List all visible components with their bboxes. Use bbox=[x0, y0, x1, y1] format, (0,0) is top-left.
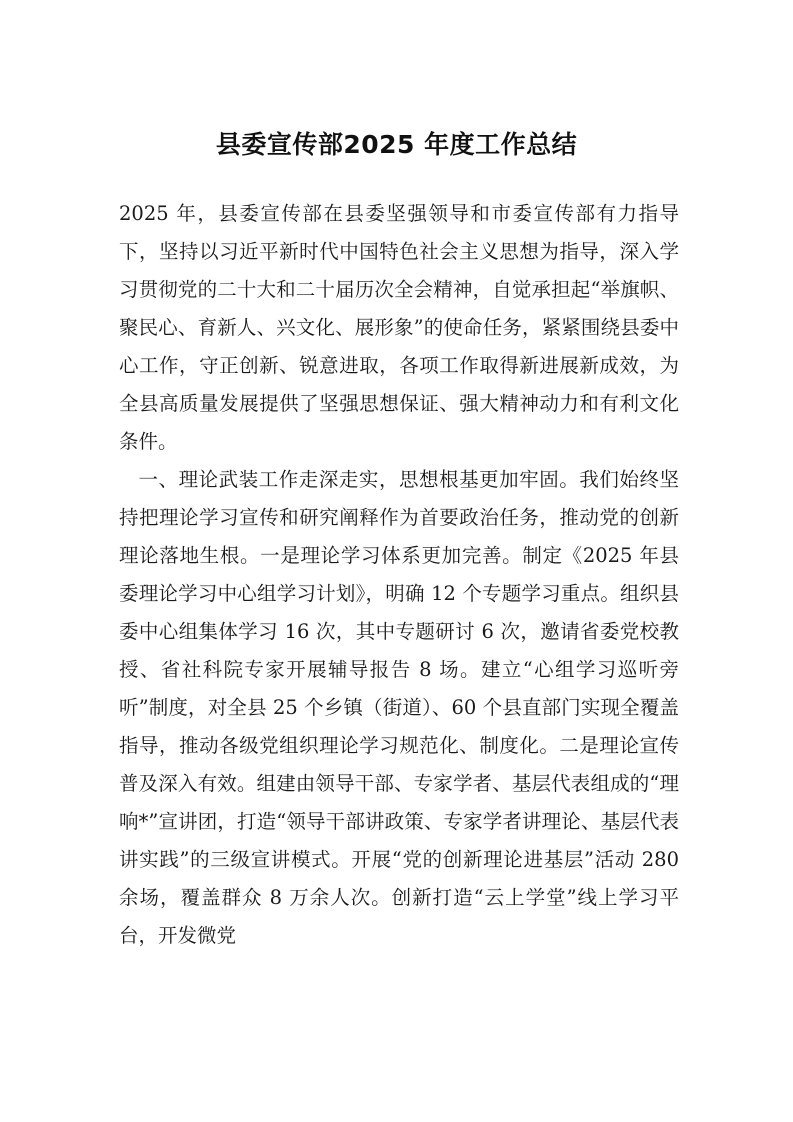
document-title: 县委宣传部2025 年度工作总结 bbox=[215, 130, 578, 159]
intro-paragraph: 2025 年，县委宣传部在县委坚强领导和市委宣传部有力指导下，坚持以习近平新时代中国特色社会主义思想为指导，深入学习贯彻党的二十大和二十届历次全会精神，自觉承担起“举旗帜、聚民心、育新人、兴文化、展形象”的使命任务，紧紧围绕县委中心工作，守正创新、锐意进取，各项工作取得新进展新成效，为全县高质量发展提供了坚强思想保证、强大精神动力和有利文化条件。 bbox=[119, 202, 679, 453]
document-body bbox=[119, 195, 679, 955]
section-one-paragraph: 一、理论武装工作走深走实，思想根基更加牢固。我们始终坚持把理论学习宣传和研究阐释作为首要政治任务，推动党的创新理论落地生根。一是理论学习体系更加完善。制定《2025 年县委理论学习中心组学习计划》，明确 12 个专题学习重点。组织县委中心组集体学习 16 次，其中专题研讨 6 次，邀请省委党校教授、省社科院专家开展辅导报告 8 场。建立“心组学习巡听旁听”制度，对全县 25 个乡镇（街道）、60 个县直部门实现全覆盖指导，推动各级党组织理论学习规范化、制度化。二是理论宣传普及深入有效。组建由领导干部、专家学者、基层代表组成的“理响*”宣讲团，打造“领导干部讲政策、专家学者讲理论、基层代表讲实践”的三级宣讲模式。开展“党的创新理论进基层”活动 280 余场，覆盖群众 8 万余人次。创新打造“云上学堂”线上学习平台，开发微党 bbox=[119, 468, 679, 947]
